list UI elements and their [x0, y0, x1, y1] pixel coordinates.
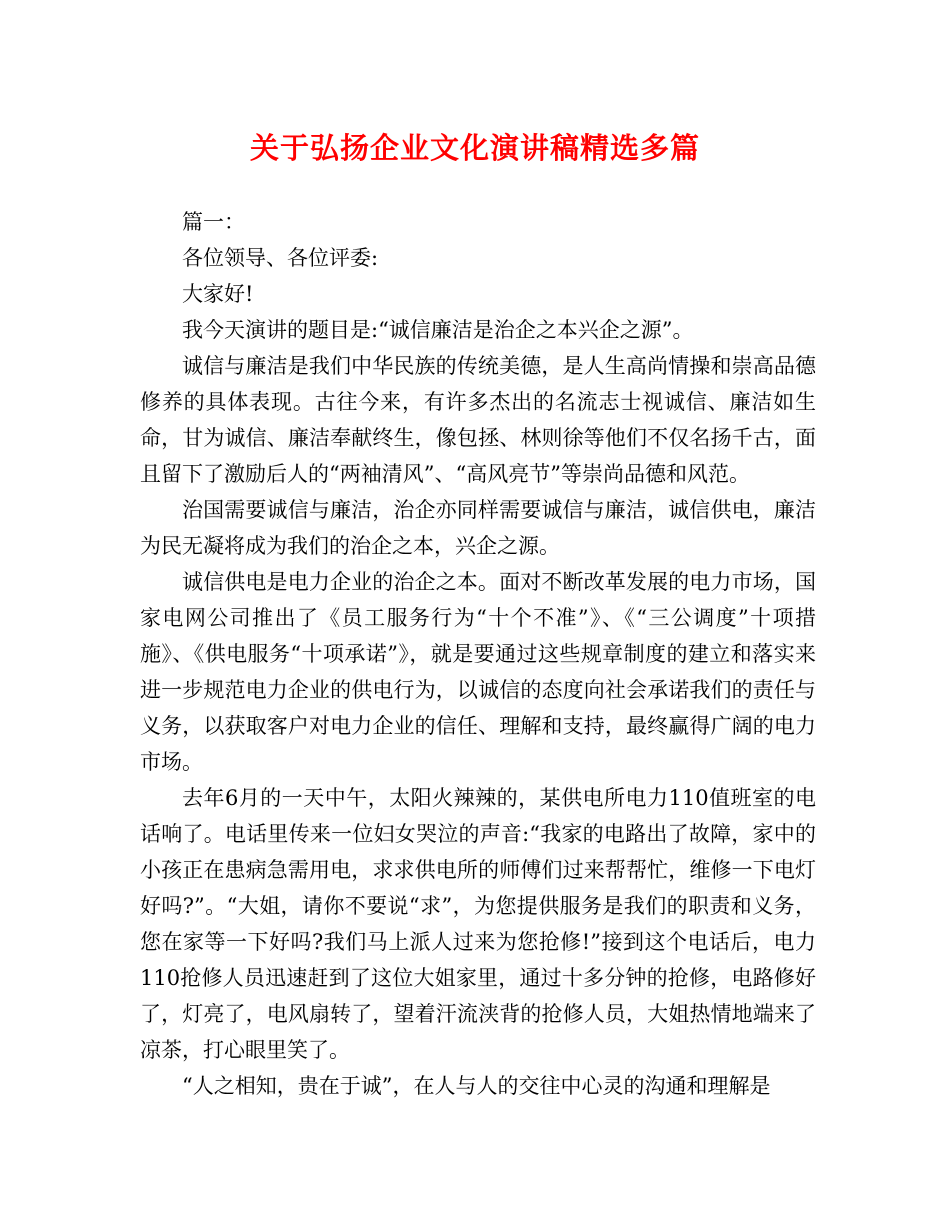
body-paragraph: 治国需要诚信与廉洁，治企亦同样需要诚信与廉洁，诚信供电，廉洁为民无凝将成为我们的治企之本，兴企之源。 — [140, 498, 816, 558]
body-paragraph: 去年6月的一天中午，太阳火辣辣的，某供电所电力110值班室的电话响了。电话里传来一位妇女哭泣的声音:“我家的电路出了故障，家中的小孩正在患病急需用电，求求供电所的师傅们过来帮帮忙，维修一下电灯好吗?”。“大姐，请你不要说“求”，为您提供服务是我们的职责和义务，您在家等一下好吗?我们马上派人过来为您抢修!”接到这个电话后，电力110抢修人员迅速赶到了这位大姐家里，通过十多分钟的抢修，电路修好了，灯亮了，电风扇转了，望着汗流浃背的抢修人员，大姐热情地端来了凉茶，打心眼里笑了。 — [140, 786, 816, 1062]
section-heading: 篇一： — [182, 210, 245, 234]
body-paragraph: “人之相知，贵在于诚”，在人与人的交往中心灵的沟通和理解是 — [182, 1074, 771, 1098]
salutation: 各位领导、各位评委: — [182, 246, 379, 270]
document-title: 关于弘扬企业文化演讲稿精选多篇 — [249, 131, 700, 165]
speech-topic: 我今天演讲的题目是:“诚信廉洁是治企之本兴企之源”。 — [182, 318, 694, 342]
body-paragraph: 诚信供电是电力企业的治企之本。面对不断改革发展的电力市场，国家电网公司推出了《员工服务行为“十个不准”》、《“三公调度”十项措施》、《供电服务“十项承诺”》，就是要通过这些规章制度的建立和落实来进一步规范电力企业的供电行为，以诚信的态度向社会承诺我们的责任与义务，以获取客户对电力企业的信任、理解和支持，最终赢得广阔的电力市场。 — [140, 570, 816, 774]
body-paragraph: 诚信与廉洁是我们中华民族的传统美德，是人生高尚情操和崇高品德修养的具体表现。古往今来，有许多杰出的名流志士视诚信、廉洁如生命，甘为诚信、廉洁奉献终生，像包拯、林则徐等他们不仅名扬千古，面且留下了激励后人的“两袖清风”、“高风亮节”等崇尚品德和风范。 — [140, 354, 816, 486]
greeting: 大家好! — [182, 282, 254, 306]
document-body — [140, 204, 816, 1104]
